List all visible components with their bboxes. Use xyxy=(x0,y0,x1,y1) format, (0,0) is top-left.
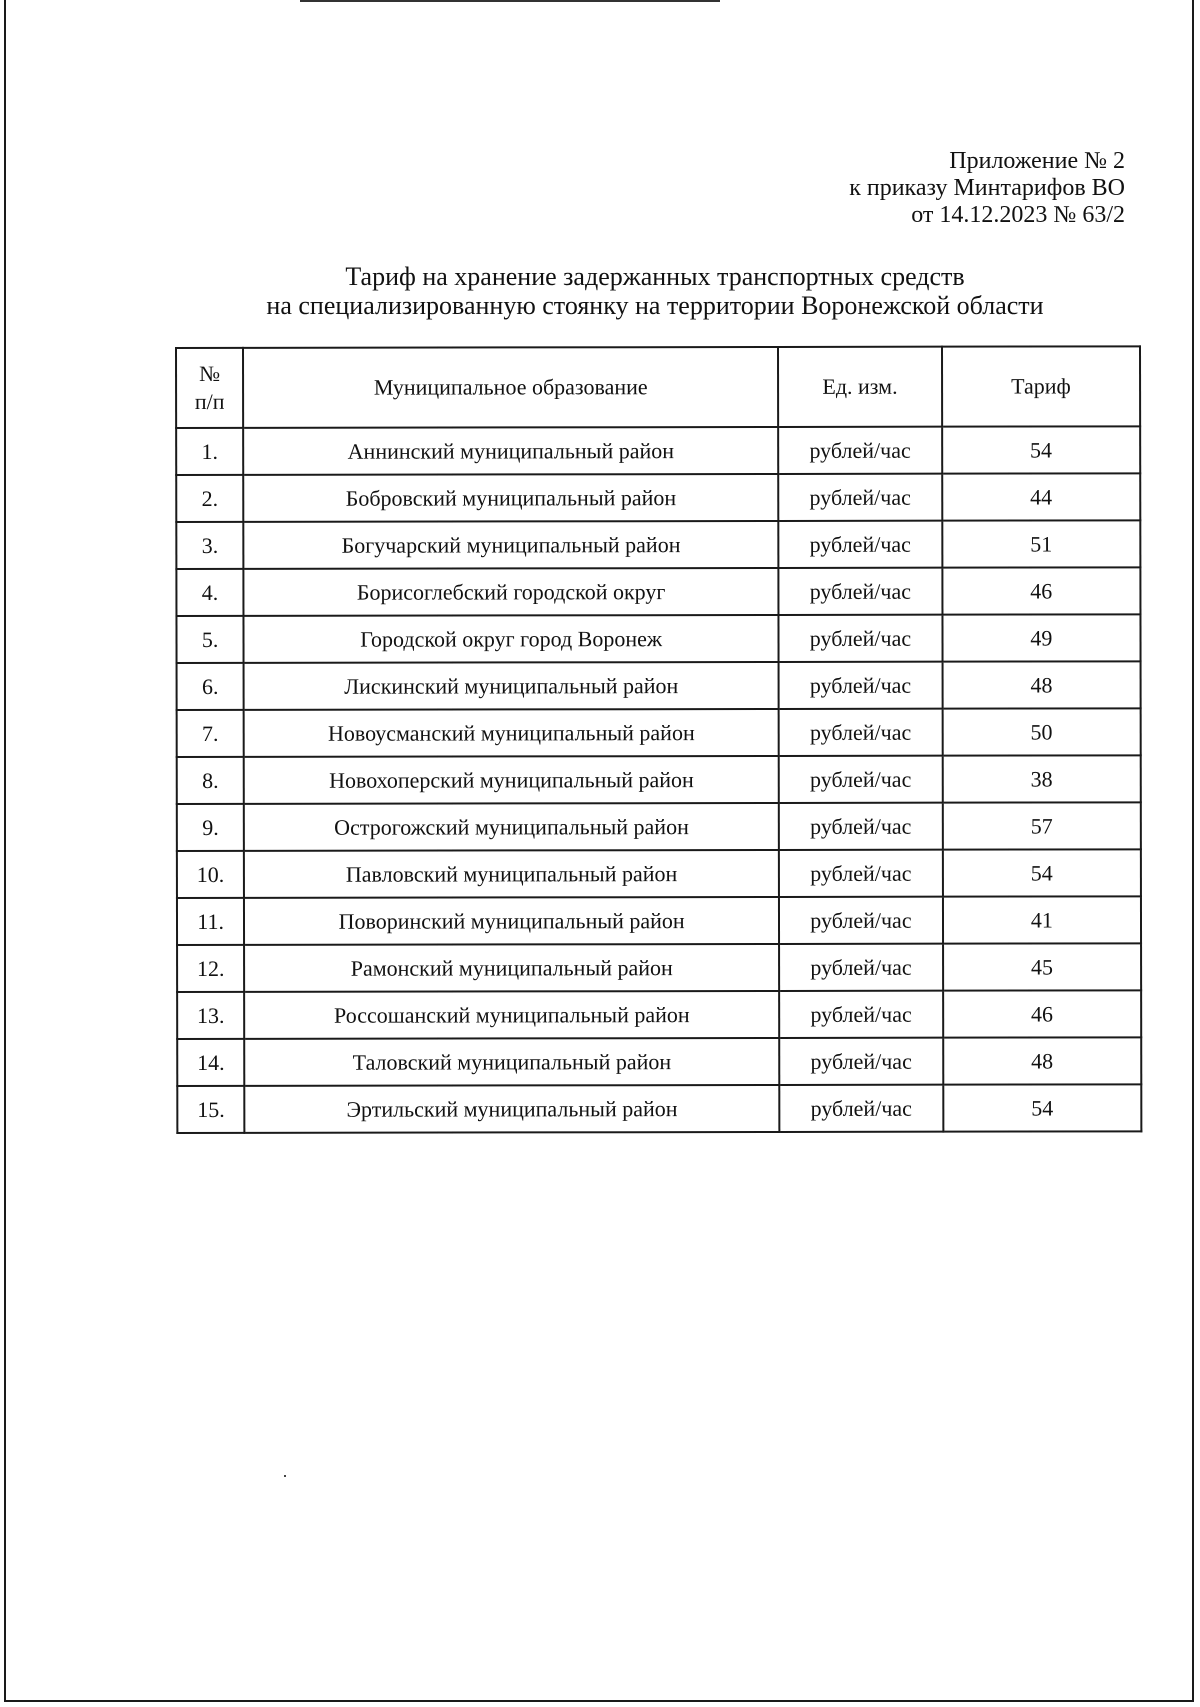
row-number: 13. xyxy=(177,992,244,1039)
row-municipality: Богучарский муниципальный район xyxy=(244,521,779,569)
row-unit: рублей/час xyxy=(779,850,943,897)
row-tariff: 54 xyxy=(943,849,1141,896)
header-number xyxy=(176,348,243,428)
row-tariff: 44 xyxy=(942,473,1140,520)
row-number: 9. xyxy=(177,804,244,851)
row-number: 3. xyxy=(176,522,243,569)
table-row xyxy=(177,1084,1141,1133)
header-unit: Ед. изм. xyxy=(778,347,942,427)
header-number-line-1: № xyxy=(199,360,221,386)
document-title xyxy=(150,262,1160,320)
table-row xyxy=(176,520,1140,569)
row-municipality: Таловский муниципальный район xyxy=(244,1038,779,1086)
title-line-2: на специализированную стоянку на территории Воронежской области xyxy=(266,291,1044,320)
row-municipality: Острогожский муниципальный район xyxy=(244,803,779,851)
table-row xyxy=(176,426,1140,475)
row-municipality: Поворинский муниципальный район xyxy=(244,897,779,945)
row-number: 6. xyxy=(177,663,244,710)
row-number: 11. xyxy=(177,898,244,945)
table-row xyxy=(177,943,1141,992)
appendix-header xyxy=(849,148,1125,229)
row-tariff: 46 xyxy=(942,567,1140,614)
appendix-line-1: Приложение № 2 xyxy=(949,148,1125,174)
header-tariff: Тариф xyxy=(942,346,1140,426)
table-row xyxy=(177,708,1141,757)
table-row xyxy=(176,473,1140,522)
scan-edge-mark xyxy=(300,0,720,2)
row-number: 8. xyxy=(177,757,244,804)
row-unit: рублей/час xyxy=(778,474,942,521)
row-unit: рублей/час xyxy=(779,991,943,1038)
row-unit: рублей/час xyxy=(779,944,943,991)
row-number: 5. xyxy=(176,616,243,663)
row-municipality: Новоусманский муниципальный район xyxy=(244,709,779,757)
row-number: 10. xyxy=(177,851,244,898)
row-unit: рублей/час xyxy=(779,803,943,850)
row-unit: рублей/час xyxy=(779,709,943,756)
row-unit: рублей/час xyxy=(779,568,943,615)
table-row xyxy=(177,849,1141,898)
table-row xyxy=(177,661,1141,710)
table-row xyxy=(177,802,1141,851)
row-number: 14. xyxy=(177,1039,244,1086)
table-row xyxy=(177,755,1141,804)
row-municipality: Новохоперский муниципальный район xyxy=(244,756,779,804)
row-municipality: Борисоглебский городской округ xyxy=(244,568,779,616)
table-row xyxy=(176,614,1140,663)
row-unit: рублей/час xyxy=(779,662,943,709)
row-municipality: Городской округ город Воронеж xyxy=(244,615,779,663)
tariff-table xyxy=(175,345,1142,1134)
row-municipality: Эртильский муниципальный район xyxy=(245,1085,780,1133)
row-unit: рублей/час xyxy=(779,1085,943,1132)
row-tariff: 48 xyxy=(942,661,1140,708)
row-municipality: Рамонский муниципальный район xyxy=(244,944,779,992)
header-number-line-2: п/п xyxy=(194,388,225,414)
row-municipality: Россошанский муниципальный район xyxy=(244,991,779,1039)
row-tariff: 54 xyxy=(943,1084,1141,1131)
row-unit: рублей/час xyxy=(779,1038,943,1085)
row-unit: рублей/час xyxy=(778,427,942,474)
row-number: 1. xyxy=(176,428,243,475)
row-number: 15. xyxy=(177,1086,244,1133)
row-municipality: Лискинский муниципальный район xyxy=(244,662,779,710)
row-tariff: 41 xyxy=(943,896,1141,943)
row-tariff: 38 xyxy=(942,755,1140,802)
row-tariff: 48 xyxy=(943,1037,1141,1084)
row-unit: рублей/час xyxy=(779,756,943,803)
scan-speck xyxy=(284,1475,286,1477)
row-tariff: 57 xyxy=(943,802,1141,849)
appendix-line-2: к приказу Минтарифов ВО xyxy=(849,175,1125,201)
row-tariff: 49 xyxy=(942,614,1140,661)
table-row xyxy=(177,990,1141,1039)
row-municipality: Бобровский муниципальный район xyxy=(243,474,778,522)
row-unit: рублей/час xyxy=(779,615,943,662)
table-row xyxy=(176,567,1140,616)
row-number: 12. xyxy=(177,945,244,992)
row-tariff: 54 xyxy=(942,426,1140,473)
row-municipality: Павловский муниципальный район xyxy=(244,850,779,898)
row-number: 2. xyxy=(176,475,243,522)
row-municipality: Аннинский муниципальный район xyxy=(243,427,778,475)
row-unit: рублей/час xyxy=(779,897,943,944)
row-tariff: 46 xyxy=(943,990,1141,1037)
row-number: 7. xyxy=(177,710,244,757)
row-tariff: 50 xyxy=(942,708,1140,755)
title-line-1: Тариф на хранение задержанных транспортных средств xyxy=(345,262,965,291)
row-unit: рублей/час xyxy=(778,521,942,568)
header-municipality: Муниципальное образование xyxy=(243,347,778,428)
row-tariff: 51 xyxy=(942,520,1140,567)
row-number: 4. xyxy=(176,569,243,616)
table-body xyxy=(176,426,1141,1133)
appendix-line-3: от 14.12.2023 № 63/2 xyxy=(911,202,1125,228)
table-row xyxy=(177,1037,1141,1086)
table-header-row xyxy=(176,346,1140,428)
table-row xyxy=(177,896,1141,945)
row-tariff: 45 xyxy=(943,943,1141,990)
